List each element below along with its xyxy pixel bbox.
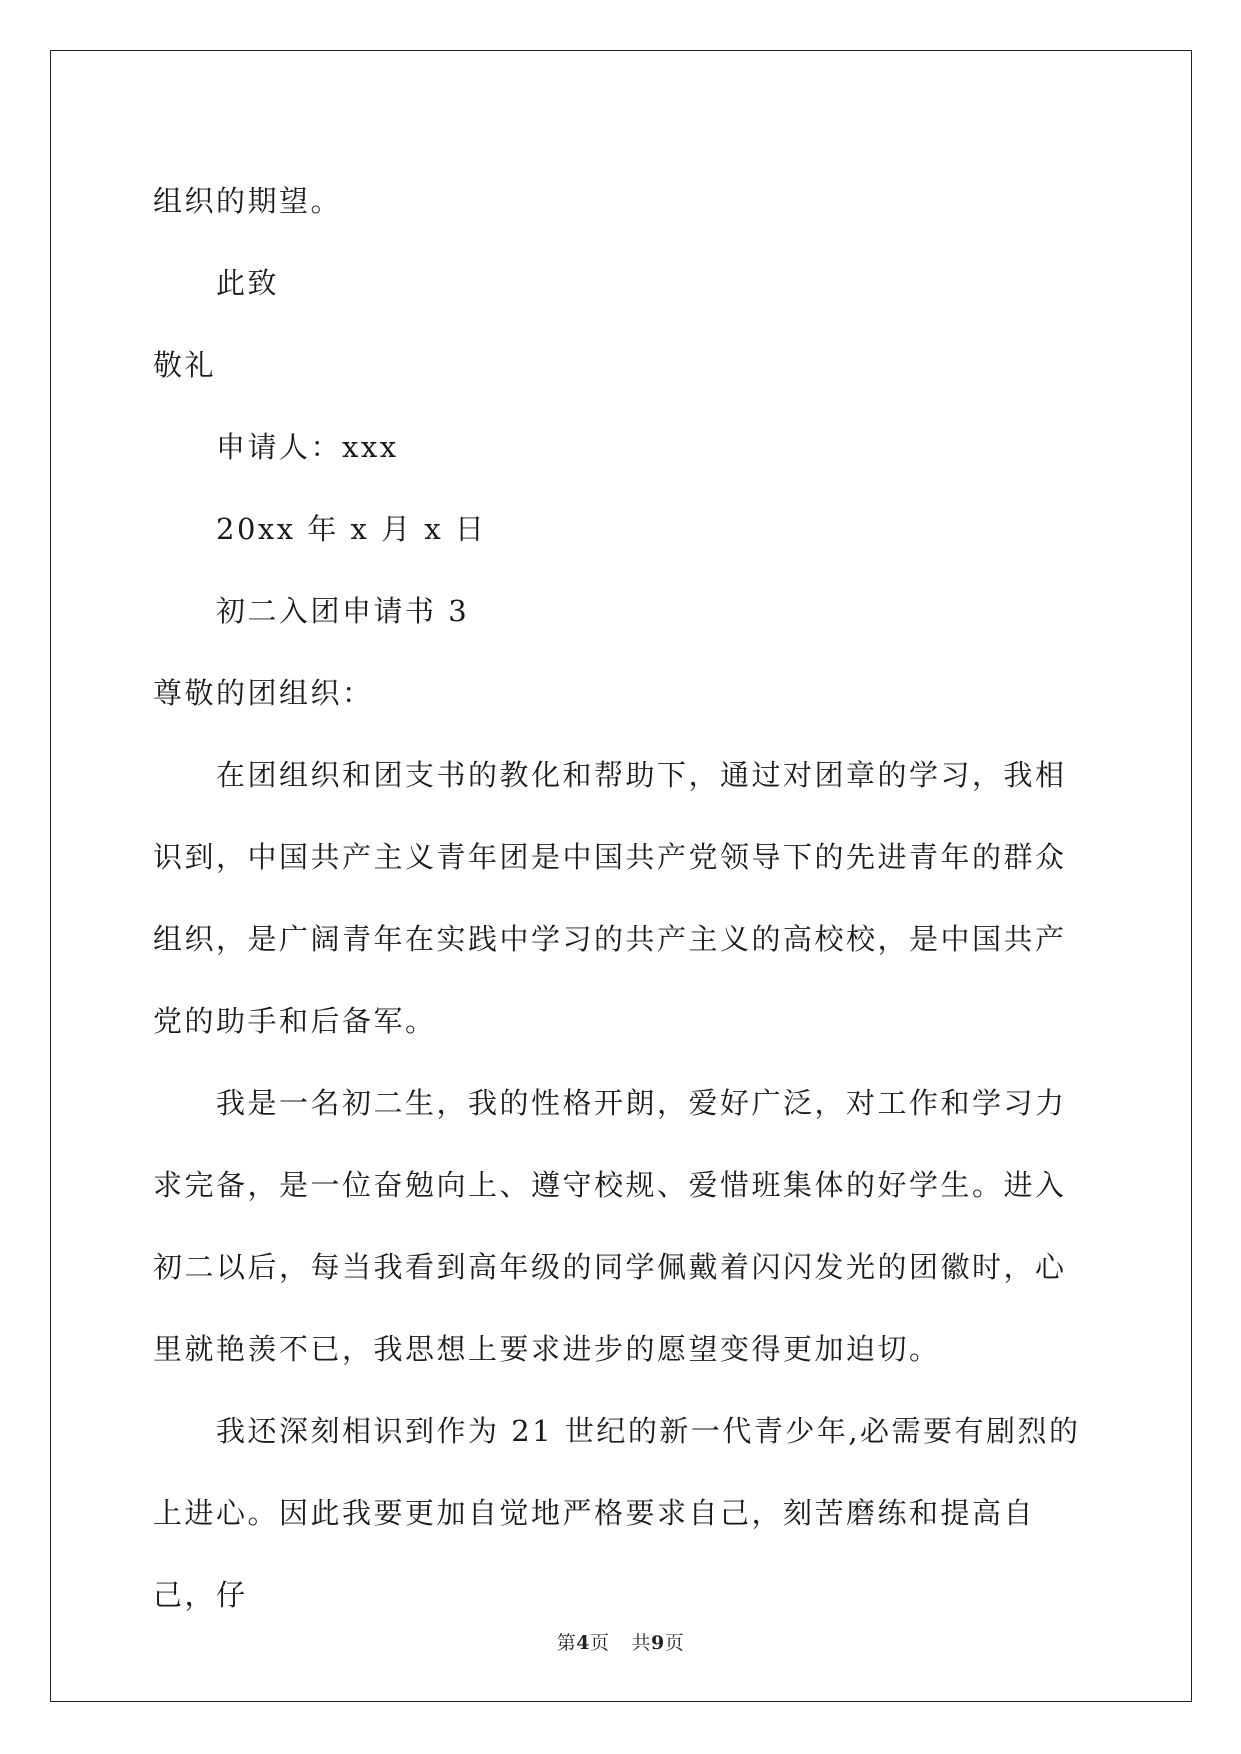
total-pages-number: 9 — [651, 1632, 665, 1654]
paragraph-3: 我还深刻相识到作为 21 世纪的新一代青少年,必需要有剧烈的上进心。因此我要更加自觉地严格要求自己，刻苦磨练和提高自己，仔 — [153, 1414, 1081, 1612]
paragraph-1: 在团组织和团支书的教化和帮助下，通过对团章的学习，我相识到，中国共产主义青年团是中国共产党领导下的先进青年的群众组织，是广阔青年在实践中学习的共产主义的高校校，是中国共产党的助手和后备军。 — [153, 758, 1067, 1038]
footer-prefix: 第 — [556, 1632, 577, 1654]
date-line: 20xx 年 x 月 x 日 — [216, 512, 487, 546]
footer-total-unit: 页 — [664, 1632, 685, 1654]
paragraph-2: 我是一名初二生，我的性格开朗，爱好广泛，对工作和学习力求完备，是一位奋勉向上、遵守校规、爱惜班集体的好学生。进入初二以后，每当我看到高年级的同学佩戴着闪闪发光的团徽时，心里就艳羡不已，我思想上要求进步的愿望变得更加迫切。 — [153, 1086, 1067, 1366]
section-title: 初二入团申请书 3 — [216, 594, 470, 628]
footer-total-prefix: 共 — [631, 1632, 652, 1654]
salutation-ci-zhi: 此致 — [216, 266, 280, 300]
greeting-line: 尊敬的团组织： — [153, 676, 374, 710]
page-footer — [0, 1628, 1241, 1655]
document-body — [153, 160, 1093, 1636]
footer-page-unit: 页 — [589, 1632, 610, 1654]
current-page-number: 4 — [576, 1632, 590, 1654]
salutation-jing-li: 敬礼 — [153, 348, 217, 382]
applicant-line: 申请人：xxx — [216, 430, 399, 464]
closing-line: 组织的期望。 — [153, 184, 343, 218]
